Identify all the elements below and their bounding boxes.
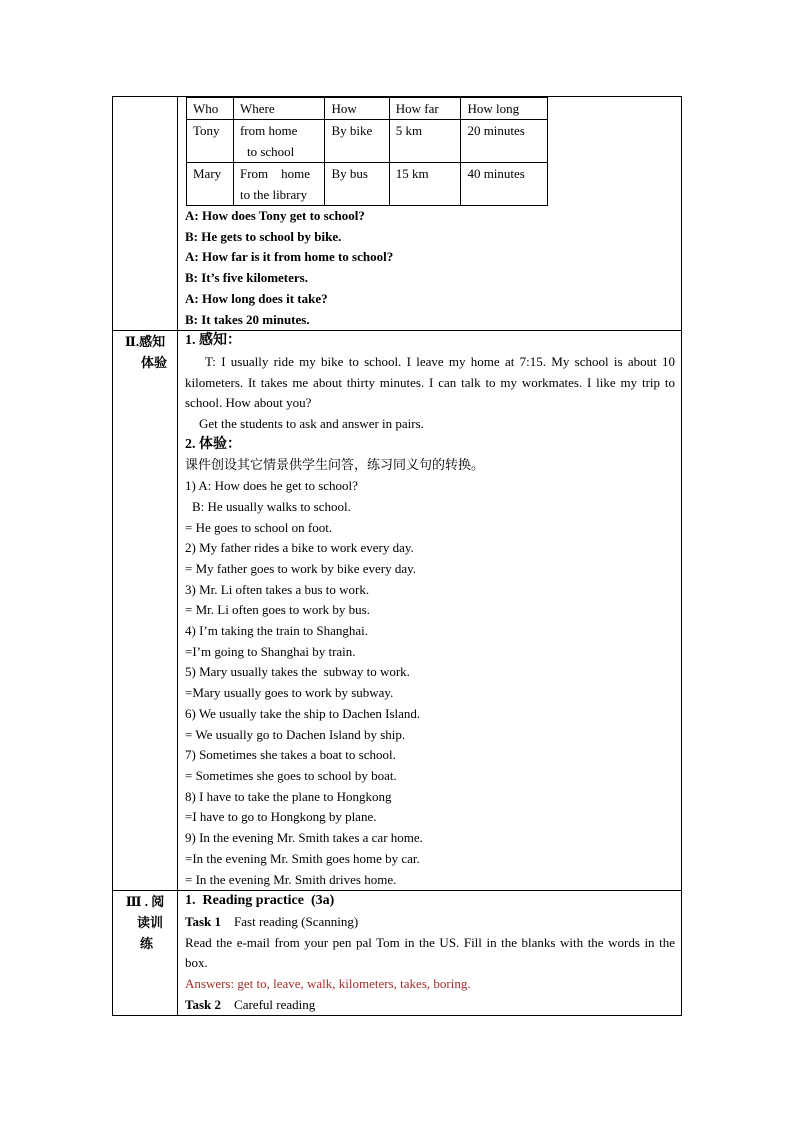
section-3-label [113, 891, 178, 1016]
section-2-row [113, 331, 682, 891]
transport-table [186, 97, 548, 206]
section-2-label-line: Ⅱ.感知 [124, 334, 166, 350]
example-line: 9) In the evening Mr. Smith takes a car home. [185, 830, 423, 846]
section-3-content [178, 891, 682, 1016]
cell-who: Mary [187, 163, 234, 206]
cell-how-long: 40 minutes [461, 163, 548, 206]
task-2-text: Careful reading [234, 996, 316, 1012]
dialogue-line: B: It takes 20 minutes. [185, 311, 310, 327]
example-line: =Mary usually goes to work by subway. [185, 685, 394, 701]
lesson-plan-table [112, 96, 682, 1016]
header-where: Where [233, 98, 324, 120]
cell-how: By bike [325, 120, 389, 163]
example-line: 2) My father rides a bike to work every day. [185, 540, 414, 556]
task-2 [185, 995, 675, 1016]
section-2-body [178, 331, 681, 890]
heading-reading-practice: 1. Reading practice (3a) [185, 893, 335, 909]
cell-where [233, 163, 324, 206]
cell-how-long: 20 minutes [461, 120, 548, 163]
cell-how-far: 5 km [389, 120, 461, 163]
cell-where-line: from home [239, 123, 298, 138]
header-how: How [325, 98, 389, 120]
pairs-instruction: Get the students to ask and answer in pairs. [199, 416, 424, 432]
section-3-label-line: 练 [140, 936, 154, 952]
example-line: = He goes to school on foot. [185, 519, 333, 535]
task-1 [185, 912, 675, 933]
example-line: = Mr. Li often goes to work by bus. [185, 602, 370, 618]
example-line: 5) Mary usually takes the subway to work. [185, 664, 410, 680]
table-row [187, 163, 548, 206]
section-1-row [113, 97, 682, 331]
task-1-instruction: Read the e-mail from your pen pal Tom in the US. Fill in the blanks with the words in the box. [185, 934, 675, 971]
dialogue-line: B: It’s five kilometers. [185, 270, 308, 286]
cell-how: By bus [325, 163, 389, 206]
heading-perception: 1. 感知： [185, 333, 241, 349]
dialogue-line: A: How far is it from home to school? [185, 249, 394, 265]
example-line: 1) A: How does he get to school? [185, 478, 358, 494]
example-line: = My father goes to work by bike every day. [185, 560, 417, 576]
cell-where-line: From home [239, 166, 311, 181]
section-3-label-line: Ⅲ . 阅 [125, 894, 165, 910]
header-who: Who [187, 98, 234, 120]
dialogue [178, 206, 681, 330]
table-row [187, 120, 548, 163]
example-line: 3) Mr. Li often takes a bus to work. [185, 581, 370, 597]
section-1-label-cell [113, 97, 178, 331]
dialogue-line: B: He gets to school by bike. [185, 228, 342, 244]
section-2-label [113, 331, 178, 891]
example-line: = Sometimes she goes to school by boat. [185, 767, 397, 783]
task-1-text: Fast reading (Scanning) [234, 913, 359, 929]
cell-how-far: 15 km [389, 163, 461, 206]
heading-experience: 2. 体验： [185, 436, 241, 452]
transport-table-header [187, 98, 548, 120]
example-line: B: He usually walks to school. [192, 498, 351, 514]
section-3-label-line: 读训 [136, 915, 163, 931]
example-line: 6) We usually take the ship to Dachen Island. [185, 705, 421, 721]
section-2-label-line: 体验 [140, 355, 167, 371]
cell-where [233, 120, 324, 163]
task-2-label: Task 2 [185, 996, 222, 1012]
example-line: =I’m going to Shanghai by train. [185, 643, 356, 659]
task-1-label: Task 1 [185, 913, 222, 929]
example-line: 4) I’m taking the train to Shanghai. [185, 623, 369, 639]
dialogue-line: A: How long does it take? [185, 290, 328, 306]
section-3-row [113, 891, 682, 1016]
cell-who: Tony [187, 120, 234, 163]
teacher-paragraph: T: I usually ride my bike to school. I leave my home at 7:15. My school is about 10 kilometers. It takes me about thirty minutes. I can talk to my workmates. I like my trip to school. How about you? [185, 353, 675, 411]
section-3-body [178, 891, 681, 1015]
experience-intro: 课件创设其它情景供学生问答，练习同义句的转换。 [185, 457, 485, 473]
header-how-long: How long [461, 98, 548, 120]
example-line: 8) I have to take the plane to Hongkong [185, 788, 392, 804]
dialogue-line: A: How does Tony get to school? [185, 208, 365, 223]
header-how-far: How far [389, 98, 461, 120]
example-line: 7) Sometimes she takes a boat to school. [185, 747, 396, 763]
answers-line: Answers: get to, leave, walk, kilometers, takes, boring. [185, 976, 471, 992]
cell-where-line: to the library [239, 187, 308, 202]
example-line: =I have to go to Hongkong by plane. [185, 809, 377, 825]
section-1-content [178, 97, 682, 331]
example-line: = We usually go to Dachen Island by ship. [185, 726, 406, 742]
example-line: = In the evening Mr. Smith drives home. [185, 871, 397, 887]
example-line: =In the evening Mr. Smith goes home by car. [185, 850, 420, 866]
section-2-content [178, 331, 682, 891]
cell-where-line: to school [246, 144, 295, 159]
